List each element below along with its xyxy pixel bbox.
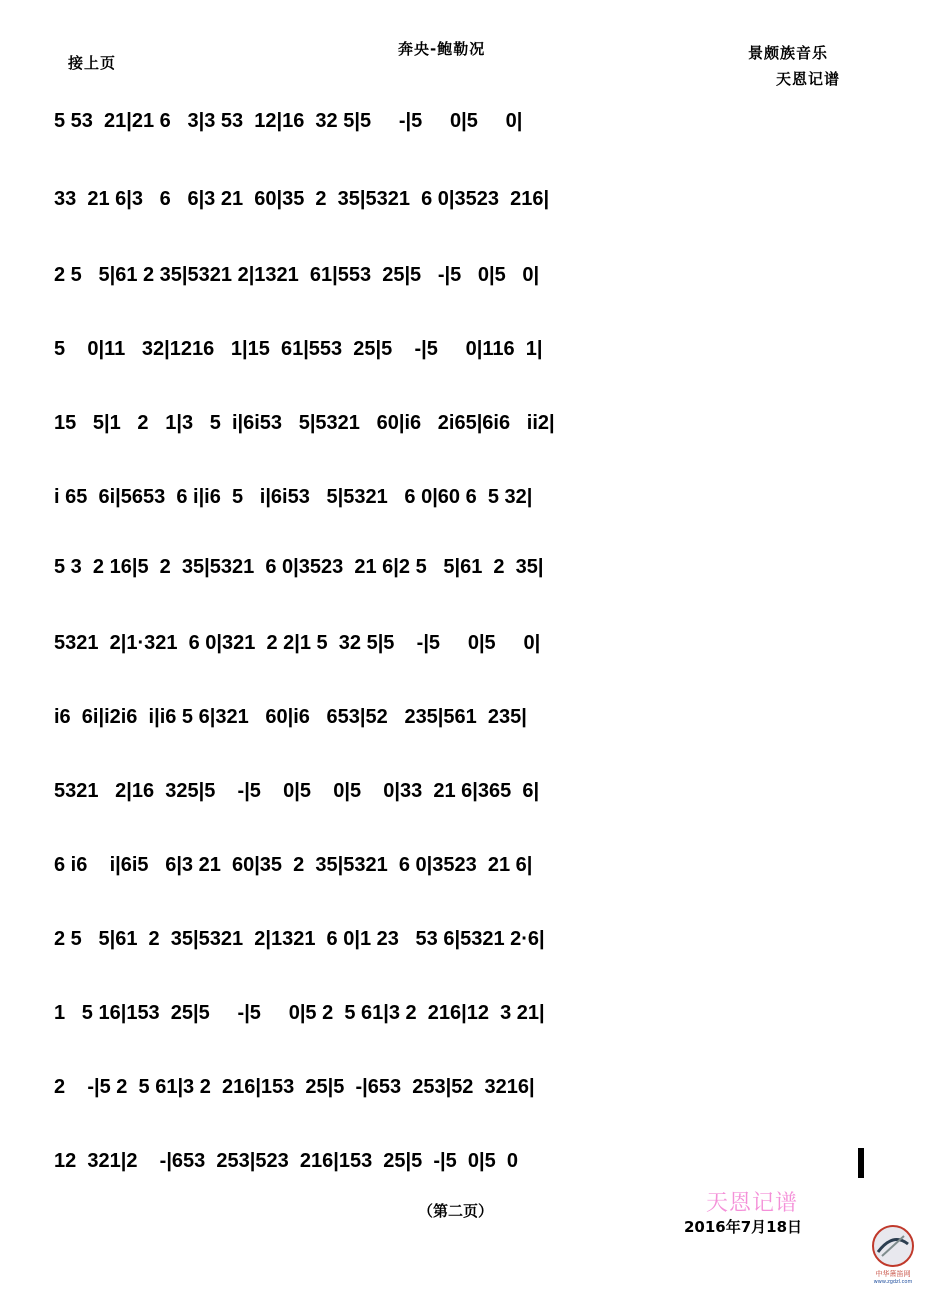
score-line: 5 3 2 16|5 2 35|5321 6 0|3523 21 6|2 5 5|61 2 35| xyxy=(54,556,544,578)
transcriber-stamp: 天恩记谱 xyxy=(706,1191,799,1216)
score-line: 12 321|2 -|653 253|523 216|153 25|5 -|5 0|5 0 xyxy=(54,1150,518,1172)
final-barline xyxy=(858,1148,864,1178)
score-line: i6 6i|i2i6 i|i6 5 6|321 60|i6 653|52 235|561 235| xyxy=(54,706,527,728)
score-line: 5 0|11 32|1216 1|15 61|553 25|5 -|5 0|116 1| xyxy=(54,338,543,360)
song-title: 奔央-鲍勒况 xyxy=(398,40,486,58)
score-line: i 65 6i|5653 6 i|i6 5 i|6i53 5|5321 6 0|60 6 5 32| xyxy=(54,486,533,508)
score-line: 2 5 5|61 2 35|5321 2|1321 6 0|1 23 53 6|5321 2·6| xyxy=(54,928,545,950)
score-line: 5321 2|1·321 6 0|321 2 2|1 5 32 5|5 -|5 0|5 0| xyxy=(54,632,541,654)
transcriber-label: 天恩记谱 xyxy=(776,70,841,88)
site-logo-url: www.zgdzl.com xyxy=(873,1279,913,1284)
score-line: 2 5 5|61 2 35|5321 2|1321 61|553 25|5 -|5 0|5 0| xyxy=(54,264,540,286)
score-line: 1 5 16|153 25|5 -|5 0|5 2 5 61|3 2 216|12 3 21| xyxy=(54,1002,545,1024)
score-line: 5321 2|16 325|5 -|5 0|5 0|5 0|33 21 6|365 6| xyxy=(54,780,540,802)
score-line: 2 -|5 2 5 61|3 2 216|153 25|5 -|653 253|52 3216| xyxy=(54,1076,535,1098)
date-label: 2016年7月18日 xyxy=(684,1218,803,1236)
page-number-label: （第二页） xyxy=(418,1202,494,1220)
score-line: 5 53 21|21 6 3|3 53 12|16 32 5|5 -|5 0|5 0| xyxy=(54,110,523,132)
score-line: 15 5|1 2 1|3 5 i|6i53 5|5321 60|i6 2i65|6i6 ii2| xyxy=(54,412,555,434)
site-logo-icon xyxy=(864,1222,922,1284)
continued-from-previous-page: 接上页 xyxy=(68,54,117,72)
score-line: 6 i6 i|6i5 6|3 21 60|35 2 35|5321 6 0|3523 21 6| xyxy=(54,854,533,876)
score-line: 33 21 6|3 6 6|3 21 60|35 2 35|5321 6 0|3523 216| xyxy=(54,188,550,210)
genre-label: 景颇族音乐 xyxy=(748,44,829,62)
site-logo-name: 中华箫笛网 xyxy=(875,1270,911,1278)
site-logo xyxy=(864,1222,922,1284)
